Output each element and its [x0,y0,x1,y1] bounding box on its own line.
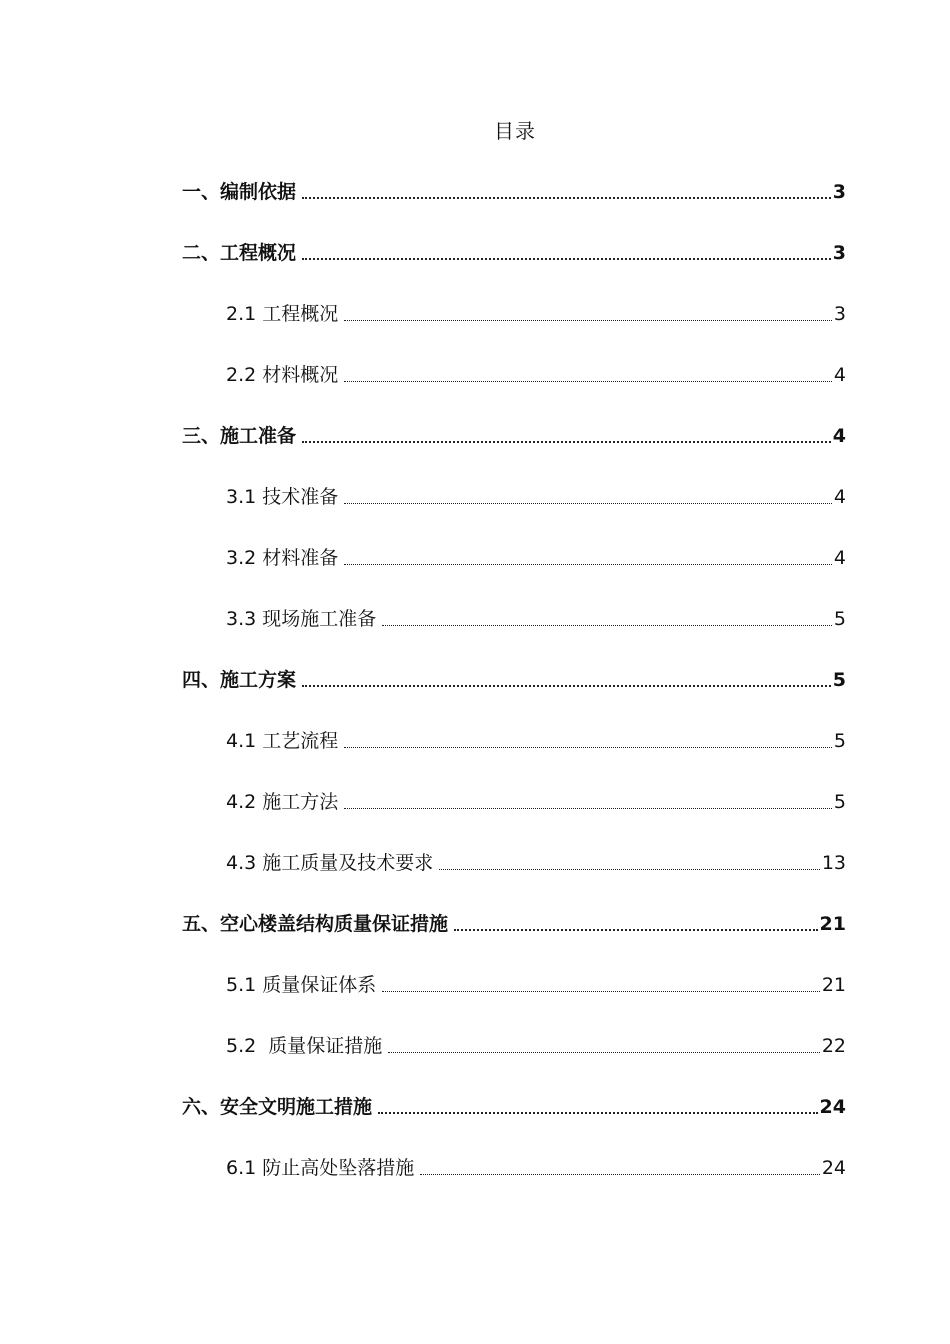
toc-entry-page: 4 [833,486,846,508]
toc-entry-label: 6.1 防止高处坠落措施 [226,1157,415,1179]
toc-entry-3-3[interactable] [226,604,846,634]
dot-leader [454,929,818,931]
toc-entry-label: 3.2 材料准备 [226,547,339,569]
toc-entry-3-2[interactable] [226,543,846,573]
dot-leader [344,808,832,809]
toc-entry-page: 4 [833,364,846,386]
toc-entry-4-3[interactable] [226,848,846,878]
dot-leader [302,441,831,443]
toc-entry-page: 22 [821,1035,846,1057]
toc-entry-label: 2.1 工程概况 [226,303,339,325]
toc-entry-5-1[interactable] [226,970,846,1000]
dot-leader [344,747,832,748]
toc-entry-label: 2.2 材料概况 [226,364,339,386]
toc-entry-page: 13 [821,852,846,874]
dot-leader [388,1052,820,1053]
toc-entry-label: 一、编制依据 [182,181,297,203]
toc-entry-page: 24 [821,1157,846,1179]
toc-entry-3[interactable] [182,421,846,451]
toc-entry-4-1[interactable] [226,726,846,756]
toc-entry-4-2[interactable] [226,787,846,817]
toc-entry-label: 3.1 技术准备 [226,486,339,508]
toc-entry-3-1[interactable] [226,482,846,512]
toc-entry-label: 五、空心楼盖结构质量保证措施 [182,913,449,935]
toc-entry-label: 三、施工准备 [182,425,297,447]
toc-entry-label: 5.1 质量保证体系 [226,974,377,996]
toc-entry-label: 4.1 工艺流程 [226,730,339,752]
toc-entry-label: 4.2 施工方法 [226,791,339,813]
dot-leader [344,320,832,321]
toc-entry-label: 5.2 质量保证措施 [226,1035,383,1057]
toc-entry-2-2[interactable] [226,360,846,390]
toc-entry-label: 3.3 现场施工准备 [226,608,377,630]
toc-entry-page: 3 [832,181,846,203]
toc-entry-label: 二、工程概况 [182,242,297,264]
toc-entry-4[interactable] [182,665,846,695]
toc-entry-page: 5 [833,730,846,752]
dot-leader [344,503,832,504]
toc-entry-page: 5 [833,791,846,813]
dot-leader [439,869,820,870]
toc-entry-page: 5 [832,669,846,691]
dot-leader [420,1174,820,1175]
toc-title: 目录 [494,119,536,143]
dot-leader [344,564,832,565]
dot-leader [302,258,831,260]
toc-entry-6[interactable] [182,1092,846,1122]
toc-entry-label: 六、安全文明施工措施 [182,1096,373,1118]
toc-entry-page: 21 [819,913,846,935]
toc-entry-2[interactable] [182,238,846,268]
toc-entry-page: 4 [833,547,846,569]
toc-entry-2-1[interactable] [226,299,846,329]
dot-leader [344,381,832,382]
dot-leader [302,197,831,199]
toc-entry-label: 四、施工方案 [182,669,297,691]
dot-leader [382,625,832,626]
toc-entry-page: 4 [832,425,846,447]
toc-entry-6-1[interactable] [226,1153,846,1183]
toc-entry-5[interactable] [182,909,846,939]
toc-entry-5-2[interactable] [226,1031,846,1061]
dot-leader [378,1112,818,1114]
dot-leader [302,685,831,687]
toc-entry-label: 4.3 施工质量及技术要求 [226,852,434,874]
toc-entry-page: 3 [833,303,846,325]
toc-entry-1[interactable] [182,177,846,207]
toc-entry-page: 24 [819,1096,846,1118]
toc-entry-page: 21 [821,974,846,996]
toc-entry-page: 3 [832,242,846,264]
dot-leader [382,991,820,992]
toc-entry-page: 5 [833,608,846,630]
